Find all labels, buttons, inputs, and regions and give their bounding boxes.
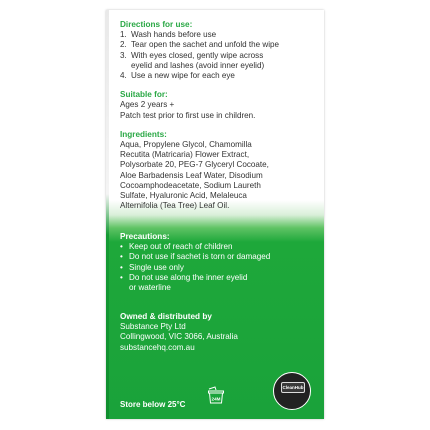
storage-text: Store below 25°C bbox=[120, 400, 186, 409]
precautions-section bbox=[120, 232, 316, 293]
suitable-section bbox=[120, 90, 316, 121]
directions-heading: Directions for use: bbox=[120, 20, 193, 29]
ingredients-line: Polysorbate 20, PEG-7 Glyceryl Cocoate, bbox=[120, 160, 269, 170]
ingredients-line: Cocoamphodeacetate, Sodium Laureth bbox=[120, 180, 261, 190]
list-item: • Do not use if sachet is torn or damaged bbox=[120, 252, 316, 262]
list-item: • Keep out of reach of children bbox=[120, 242, 316, 252]
list-item: 2. Tear open the sachet and unfold the wipe bbox=[120, 40, 280, 50]
ingredients-line: Aqua, Propylene Glycol, Chamomilla bbox=[120, 140, 252, 150]
directions-list bbox=[120, 30, 316, 81]
owner-heading: Owned & distributed by bbox=[120, 312, 212, 321]
owner-section bbox=[120, 312, 316, 353]
precautions-list bbox=[120, 242, 316, 293]
badge-label: CleanHub bbox=[281, 382, 305, 393]
product-label-panel bbox=[106, 10, 324, 419]
ingredients-line: Sulfate, Hyaluronic Acid, Melaleuca bbox=[120, 191, 247, 201]
precautions-heading: Precautions: bbox=[120, 232, 170, 241]
open-jar-icon bbox=[206, 385, 226, 405]
list-item: • Do not use along the inner eyelid or waterline bbox=[120, 273, 316, 293]
ingredients-section bbox=[120, 130, 316, 212]
directions-section bbox=[120, 20, 316, 81]
owner-line: Substance Pty Ltd bbox=[120, 322, 186, 332]
suitable-heading: Suitable for: bbox=[120, 90, 168, 100]
list-item: 1. Wash hands before use bbox=[120, 30, 217, 40]
list-item: 4. Use a new wipe for each eye bbox=[120, 71, 235, 81]
list-item: • Single use only bbox=[120, 263, 316, 273]
cleanhub-badge bbox=[273, 372, 311, 410]
pao-label: 24M bbox=[211, 396, 221, 402]
ingredients-line: Aloe Barbadensis Leaf Water, Disodium bbox=[120, 170, 263, 180]
owner-line: Collingwood, VIC 3066, Australia bbox=[120, 332, 238, 342]
ingredients-line: Recutita (Matricaria) Flower Extract, bbox=[120, 150, 250, 160]
suitable-line: Ages 2 years + bbox=[120, 100, 175, 110]
list-item: 3. With eyes closed, gently wipe across eyelid and lashes (avoid inner eyelid) bbox=[120, 50, 265, 70]
ingredients-heading: Ingredients: bbox=[120, 129, 167, 139]
suitable-line: Patch test prior to first use in children. bbox=[120, 110, 256, 120]
owner-website: substancehq.com.au bbox=[120, 342, 195, 352]
ingredients-line: Alternifolia (Tea Tree) Leaf Oil. bbox=[120, 201, 230, 211]
